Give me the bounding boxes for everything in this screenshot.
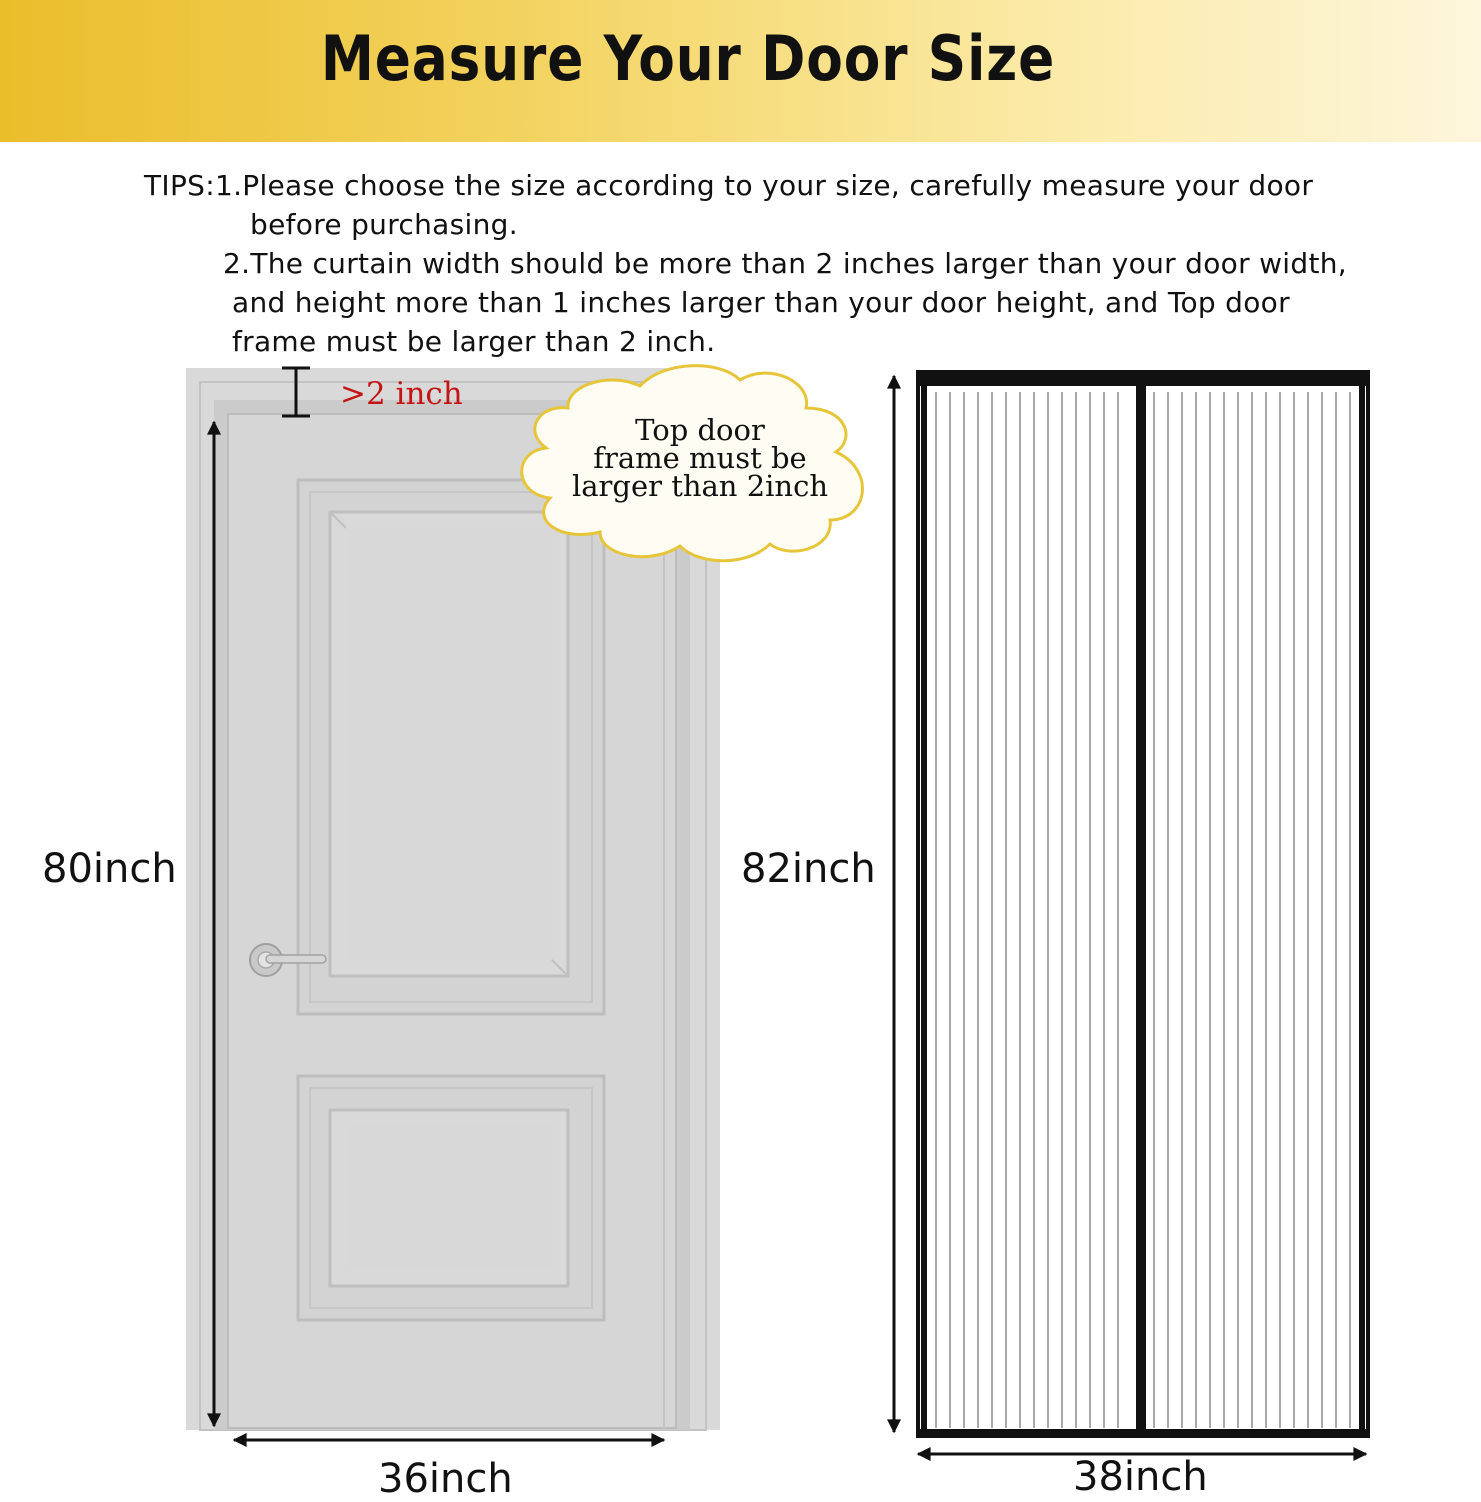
top-frame-label: >2 inch	[340, 376, 463, 412]
curtain-height-label: 82inch	[741, 846, 876, 892]
page-title: Measure Your Door Size	[320, 22, 1056, 95]
tip-line-4: and height more than 1 inches larger than your door height, and Top door	[232, 286, 1290, 319]
magnetic-seam	[1136, 386, 1146, 1434]
callout-line-2: frame must be	[593, 441, 807, 475]
magnetic-screen-curtain	[918, 372, 1368, 1436]
tip-line-5: frame must be larger than 2 inch.	[232, 325, 716, 358]
curtain-width-label: 38inch	[1073, 1454, 1208, 1500]
tip-line-2: before purchasing.	[250, 208, 518, 241]
door-width-label: 36inch	[378, 1456, 513, 1502]
callout-line-3: larger than 2inch	[571, 469, 829, 503]
tip-line-1: TIPS:1.Please choose the size according to your size, carefully measure your door	[144, 169, 1314, 202]
tip-line-3: 2.The curtain width should be more than 2 inches larger than your door width,	[223, 247, 1347, 280]
callout-text	[555, 413, 845, 503]
door-height-label: 80inch	[42, 846, 177, 892]
callout-line-1: Top door	[635, 413, 765, 447]
